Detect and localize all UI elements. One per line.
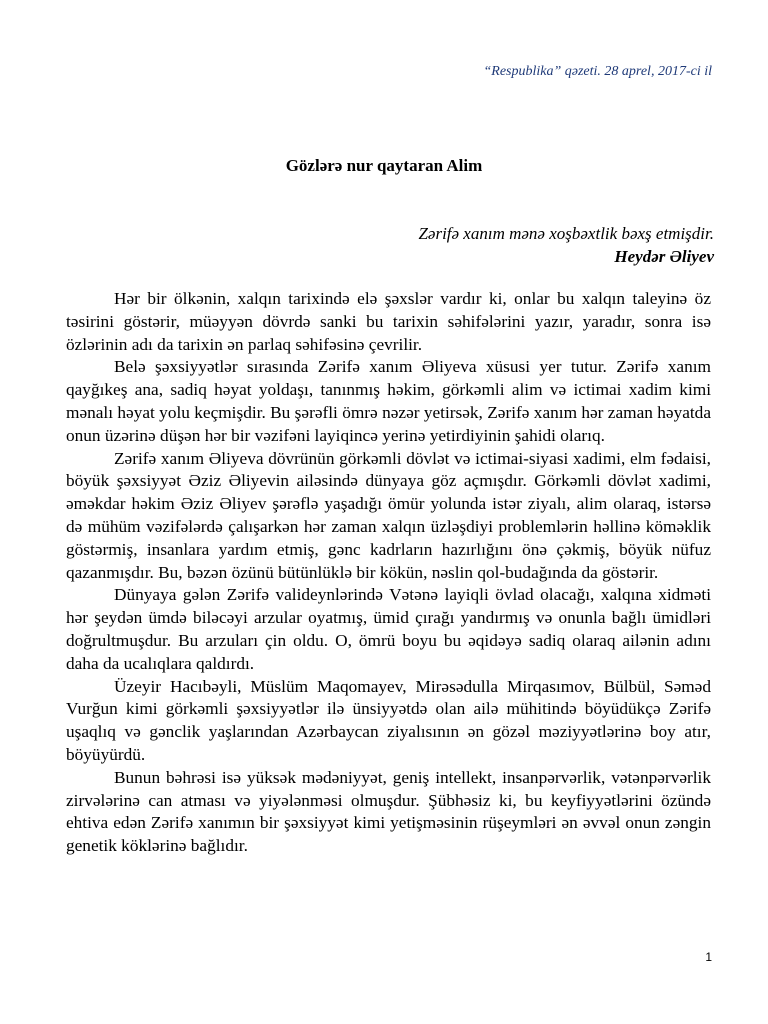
page-number: 1 xyxy=(705,950,712,964)
epigraph xyxy=(418,222,714,268)
paragraph: Belə şəxsiyyətlər sırasında Zərifə xanım Əliyeva xüsusi yer tutur. Zərifə xanım qayğıkeş ana, sadiq həyat yoldaşı, tanınmış həkim, görkəmli alim və ictimai xadim kimi mənalı həyat yolu keçmişdir. Bu şərəfli ömrə nəzər yetirsək, Zərifə xanım hər zaman həyatda onun üzərinə düşən hər bir vəzifəni layiqincə yerinə yetirdiyinin şahidi olarıq. xyxy=(66,357,711,445)
paragraph: Zərifə xanım Əliyeva dövrünün görkəmli dövlət və ictimai-siyasi xadimi, elm fədaisi, böyük şəxsiyyət Əziz Əliyevin ailəsində dünyaya göz açmışdır. Görkəmli dövlət xadimi, əməkdar həkim Əziz Əliyev şərəflə yaşadığı ömür yolunda istər ziyalı, alim olaraq, istərsə də mühüm vəzifələrdə çalışarkən hər zaman xalqın üzləşdiyi problemlərin həllinə köməklik göstərmiş, insanlara yardım etmiş, gənc kadrların hazırlığını önə çəkmiş, böyük nüfuz qazanmışdır. Bu, bəzən özünü bütünlüklə bir kökün, nəslin qol-budağında da göstərir. xyxy=(66,448,711,582)
paragraph: Dünyaya gələn Zərifə valideynlərində Vətənə layiqli övlad olacağı, xalqına xidməti hər şeydən ümdə biləcəyi arzular oyatmış, ümid çırağı yandırmış və onunla bağlı ümidləri doğrultmuşdur. Bu arzuları çin oldu. O, ömrü boyu bu əqidəyə sadiq olaraq ailənin adını daha da ucalıqlara qaldırdı. xyxy=(66,585,711,673)
paragraph: Hər bir ölkənin, xalqın tarixində elə şəxslər vardır ki, onlar bu xalqın taleyinə öz təsirini göstərir, müəyyən dövrdə sanki bu tarixin səhifələrini yazır, yaradır, sonra isə özlərinin adı da tarixin ən parlaq səhifəsinə çevrilir. xyxy=(66,289,711,354)
source-citation: “Respublika” qəzeti. 28 aprel, 2017-ci il xyxy=(483,64,712,79)
article-body xyxy=(66,288,711,858)
paragraph: Bunun bəhrəsi isə yüksək mədəniyyət, geniş intellekt, insanpərvərlik, vətənpərvərlik zirvələrinə can atması və yiyələnməsi olmuşdur. Şübhəsiz ki, bu keyfiyyətlərini özündə ehtiva edən Zərifə xanımın bir şəxsiyyət kimi yetişməsinin rüşeymləri ən əvvəl onun zəngin genetik köklərinə bağlıdır. xyxy=(66,767,711,856)
paragraph: Üzeyir Hacıbəyli, Müslüm Maqomayev, Mirəsədulla Mirqasımov, Bülbül, Səməd Vurğun kimi görkəmli şəxsiyyətlər ilə ünsiyyətdə olan ailə mühitində böyüdükçə Zərifə uşaqlıq və gənclik yaşlarından Azərbaycan ziyalısının ən gözəl məziyyətlərinə boy atır, böyüyürdü. xyxy=(66,676,711,764)
article-title: Gözlərə nur qaytaran Alim xyxy=(285,156,483,175)
epigraph-quote: Zərifə xanım mənə xoşbəxtlik bəxş etmişdir. xyxy=(418,224,714,243)
epigraph-author: Heydər Əliyev xyxy=(614,247,714,266)
